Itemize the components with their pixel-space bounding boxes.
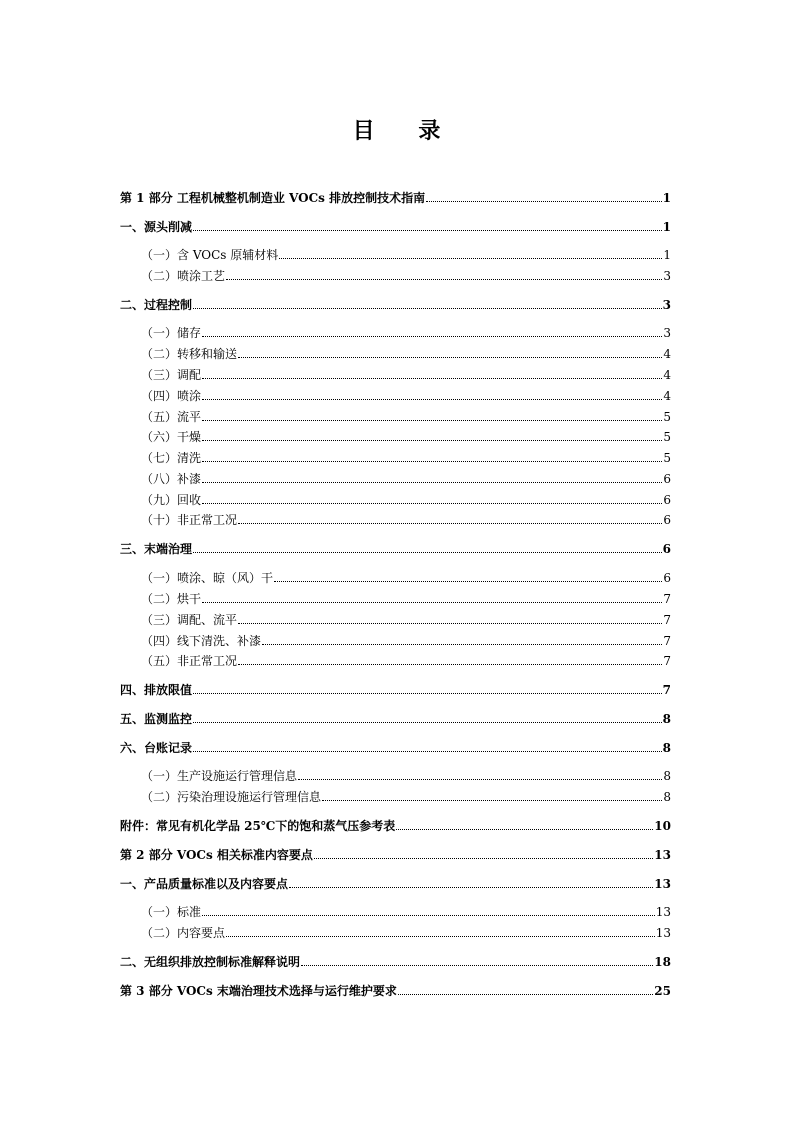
toc-entry[interactable] bbox=[0, 324, 793, 342]
toc-entry[interactable] bbox=[0, 511, 793, 529]
toc-row bbox=[141, 903, 671, 921]
toc-row bbox=[120, 710, 671, 728]
toc-entry[interactable] bbox=[0, 739, 793, 757]
toc-row bbox=[141, 324, 671, 342]
dot-leader bbox=[202, 502, 662, 504]
toc-entry-label: （二）喷涂工艺 bbox=[141, 269, 226, 283]
dot-leader bbox=[193, 229, 662, 231]
toc-row bbox=[120, 296, 671, 314]
toc-entry[interactable] bbox=[0, 296, 793, 314]
toc-entry-page-number: 4 bbox=[663, 389, 671, 403]
toc-row bbox=[141, 632, 671, 650]
toc-entry-page-number: 1 bbox=[662, 220, 671, 234]
toc-entry-label: （三）调配、流平 bbox=[141, 613, 238, 627]
dot-leader bbox=[202, 419, 662, 421]
toc-entry-page-number: 5 bbox=[663, 410, 671, 424]
toc-row bbox=[141, 590, 671, 608]
toc-row bbox=[120, 189, 671, 207]
dot-leader bbox=[193, 750, 662, 752]
toc-entry-label: 六、台账记录 bbox=[120, 741, 193, 755]
toc-entry-page-number: 13 bbox=[654, 848, 671, 862]
toc-row bbox=[120, 540, 671, 558]
dot-leader bbox=[226, 935, 655, 937]
toc-entry-page-number: 7 bbox=[662, 683, 671, 697]
toc-entry-label: （一）储存 bbox=[141, 326, 202, 340]
dot-leader bbox=[238, 663, 662, 665]
toc-entry-label: （二）转移和输送 bbox=[141, 347, 238, 361]
toc-entry[interactable] bbox=[0, 345, 793, 363]
toc-entry-label: 二、过程控制 bbox=[120, 298, 193, 312]
toc-entry-label: 四、排放限值 bbox=[120, 683, 193, 697]
dot-leader bbox=[274, 580, 662, 582]
toc-entry[interactable] bbox=[0, 846, 793, 864]
toc-entry[interactable] bbox=[0, 387, 793, 405]
toc-entry-page-number: 3 bbox=[662, 298, 671, 312]
toc-entry[interactable] bbox=[0, 428, 793, 446]
dot-leader bbox=[289, 886, 653, 888]
page-title: 目 录 bbox=[352, 118, 459, 144]
toc-row bbox=[141, 788, 671, 806]
toc-entry-label: 五、监测监控 bbox=[120, 712, 193, 726]
toc-entry-label: （一）含 VOCs 原辅材料 bbox=[141, 248, 279, 262]
dot-leader bbox=[202, 460, 662, 462]
toc-entry[interactable] bbox=[0, 953, 793, 971]
toc-entry-page-number: 6 bbox=[663, 571, 671, 585]
toc-row bbox=[120, 875, 671, 893]
toc-entry-label: （四）线下清洗、补漆 bbox=[141, 634, 262, 648]
dot-leader bbox=[226, 278, 662, 280]
dot-leader bbox=[426, 200, 662, 202]
toc-entry-page-number: 7 bbox=[663, 634, 671, 648]
toc-row bbox=[141, 267, 671, 285]
toc-entry-label: 第 3 部分 VOCs 末端治理技术选择与运行维护要求 bbox=[120, 984, 397, 998]
toc-entry[interactable] bbox=[0, 470, 793, 488]
toc-entry-label: （八）补漆 bbox=[141, 472, 202, 486]
toc-entry[interactable] bbox=[0, 632, 793, 650]
toc-entry-page-number: 7 bbox=[663, 654, 671, 668]
toc-entry-label: 一、源头削减 bbox=[120, 220, 193, 234]
dot-leader bbox=[193, 551, 662, 553]
toc-entry-page-number: 6 bbox=[662, 542, 671, 556]
dot-leader bbox=[202, 914, 655, 916]
dot-leader bbox=[262, 643, 662, 645]
toc-entry-label: （一）标准 bbox=[141, 905, 202, 919]
toc-entry-page-number: 10 bbox=[654, 819, 671, 833]
toc-entry-page-number: 1 bbox=[663, 248, 671, 262]
toc-entry-label: 附件：常见有机化学品 25℃下的饱和蒸气压参考表 bbox=[120, 819, 396, 833]
toc-row bbox=[120, 218, 671, 236]
toc-entry[interactable] bbox=[0, 569, 793, 587]
toc-entry-page-number: 8 bbox=[663, 769, 671, 783]
dot-leader bbox=[193, 721, 662, 723]
dot-leader bbox=[398, 993, 653, 995]
toc-entry-label: （一）生产设施运行管理信息 bbox=[141, 769, 298, 783]
toc-row bbox=[141, 491, 671, 509]
toc-row bbox=[141, 345, 671, 363]
dot-leader bbox=[298, 778, 662, 780]
toc-entry-page-number: 3 bbox=[663, 269, 671, 283]
toc-entry[interactable] bbox=[0, 449, 793, 467]
dot-leader bbox=[202, 377, 662, 379]
toc-row bbox=[141, 366, 671, 384]
toc-row bbox=[141, 387, 671, 405]
dot-leader bbox=[314, 857, 653, 859]
toc-row bbox=[141, 924, 671, 942]
toc-row bbox=[141, 246, 671, 264]
dot-leader bbox=[301, 964, 653, 966]
toc-row bbox=[120, 739, 671, 757]
dot-leader bbox=[322, 799, 662, 801]
toc-row bbox=[141, 569, 671, 587]
toc-entry-page-number: 5 bbox=[663, 430, 671, 444]
dot-leader bbox=[202, 398, 662, 400]
toc-entry-label: （二）污染治理设施运行管理信息 bbox=[141, 790, 322, 804]
dot-leader bbox=[238, 622, 662, 624]
toc-row bbox=[141, 408, 671, 426]
toc-entry-page-number: 13 bbox=[655, 926, 671, 940]
toc-entry-label: 三、末端治理 bbox=[120, 542, 193, 556]
toc-entry[interactable] bbox=[0, 218, 793, 236]
toc-entry-page-number: 6 bbox=[663, 493, 671, 507]
toc-entry-page-number: 6 bbox=[663, 472, 671, 486]
toc-entry-page-number: 7 bbox=[663, 592, 671, 606]
toc-entry[interactable] bbox=[0, 189, 793, 207]
toc-entry-label: （二）烘干 bbox=[141, 592, 202, 606]
toc-entry-label: （三）调配 bbox=[141, 368, 202, 382]
toc-entry-page-number: 13 bbox=[655, 905, 671, 919]
toc-row bbox=[141, 470, 671, 488]
toc-entry[interactable] bbox=[0, 611, 793, 629]
toc-entry-page-number: 8 bbox=[663, 790, 671, 804]
toc-entry[interactable] bbox=[0, 710, 793, 728]
toc-entry-label: （五）流平 bbox=[141, 410, 202, 424]
toc-row bbox=[120, 953, 671, 971]
toc-row bbox=[141, 652, 671, 670]
toc-entry[interactable] bbox=[0, 366, 793, 384]
toc-entry-label: 二、无组织排放控制标准解释说明 bbox=[120, 955, 301, 969]
toc-row bbox=[120, 846, 671, 864]
toc-entry[interactable] bbox=[0, 903, 793, 921]
toc-entry[interactable] bbox=[0, 540, 793, 558]
toc-entry-page-number: 8 bbox=[662, 741, 671, 755]
toc-entry[interactable] bbox=[0, 408, 793, 426]
toc-entry-page-number: 1 bbox=[662, 191, 671, 205]
dot-leader bbox=[202, 439, 662, 441]
toc-entry-label: 第 2 部分 VOCs 相关标准内容要点 bbox=[120, 848, 313, 862]
toc-entry-label: （一）喷涂、晾（风）干 bbox=[141, 571, 274, 585]
toc-entry[interactable] bbox=[0, 590, 793, 608]
toc-entry[interactable] bbox=[0, 681, 793, 699]
toc-entry-page-number: 25 bbox=[654, 984, 671, 998]
toc-row bbox=[141, 611, 671, 629]
toc-entry-label: （六）干燥 bbox=[141, 430, 202, 444]
toc-row bbox=[120, 681, 671, 699]
toc-entry-page-number: 5 bbox=[663, 451, 671, 465]
dot-leader bbox=[193, 307, 662, 309]
toc-entry-page-number: 7 bbox=[663, 613, 671, 627]
toc-entry[interactable] bbox=[0, 491, 793, 509]
toc-entry-page-number: 4 bbox=[663, 347, 671, 361]
toc-entry[interactable] bbox=[0, 788, 793, 806]
toc-entry-label: （十）非正常工况 bbox=[141, 513, 238, 527]
toc-entry[interactable] bbox=[0, 875, 793, 893]
dot-leader bbox=[238, 522, 662, 524]
toc-row bbox=[141, 428, 671, 446]
toc-entry-page-number: 8 bbox=[662, 712, 671, 726]
dot-leader bbox=[202, 601, 662, 603]
dot-leader bbox=[396, 828, 653, 830]
dot-leader bbox=[238, 356, 662, 358]
dot-leader bbox=[279, 257, 662, 259]
toc-row bbox=[120, 982, 671, 1000]
toc-entry[interactable] bbox=[0, 982, 793, 1000]
toc-entry[interactable] bbox=[0, 924, 793, 942]
toc-row bbox=[141, 767, 671, 785]
dot-leader bbox=[202, 335, 662, 337]
toc-entry[interactable] bbox=[0, 817, 793, 835]
toc-entry[interactable] bbox=[0, 246, 793, 264]
toc-row bbox=[141, 511, 671, 529]
toc-entry-label: （七）清洗 bbox=[141, 451, 202, 465]
dot-leader bbox=[193, 692, 662, 694]
toc-entry-label: （二）内容要点 bbox=[141, 926, 226, 940]
toc-entry-label: （四）喷涂 bbox=[141, 389, 202, 403]
toc-entry-label: （五）非正常工况 bbox=[141, 654, 238, 668]
toc-entry-label: （九）回收 bbox=[141, 493, 202, 507]
toc-row bbox=[120, 817, 671, 835]
toc-row bbox=[141, 449, 671, 467]
toc-entry-label: 第 1 部分 工程机械整机制造业 VOCs 排放控制技术指南 bbox=[120, 191, 426, 205]
toc-entry-page-number: 3 bbox=[663, 326, 671, 340]
toc-entry-page-number: 13 bbox=[654, 877, 671, 891]
dot-leader bbox=[202, 481, 662, 483]
toc-entry-label: 一、产品质量标准以及内容要点 bbox=[120, 877, 289, 891]
toc-entry-page-number: 4 bbox=[663, 368, 671, 382]
toc-entry[interactable] bbox=[0, 267, 793, 285]
toc-entry-page-number: 6 bbox=[663, 513, 671, 527]
toc-entry[interactable] bbox=[0, 652, 793, 670]
toc-entry[interactable] bbox=[0, 767, 793, 785]
toc-entry-page-number: 18 bbox=[654, 955, 671, 969]
